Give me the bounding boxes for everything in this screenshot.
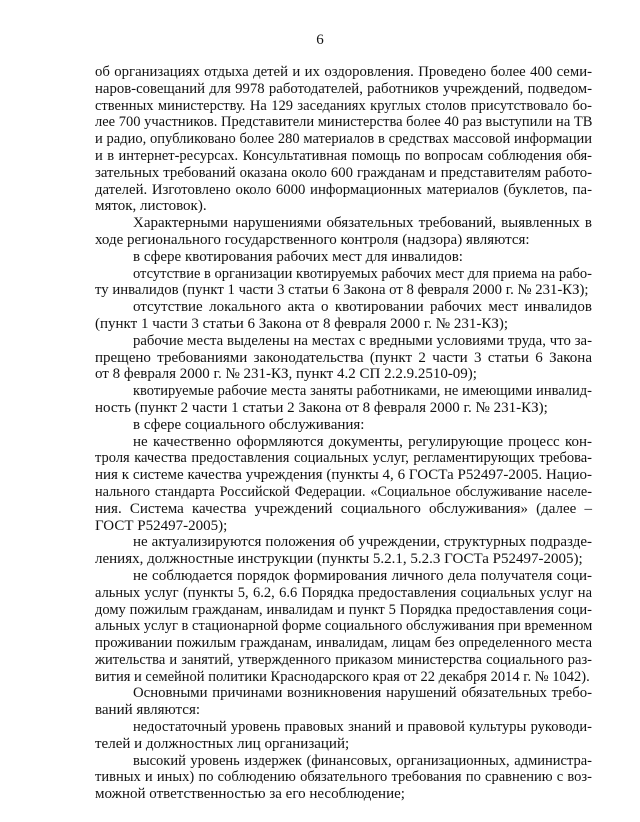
text-line: мяток, листовок).	[95, 198, 207, 215]
text-line: от 8 февраля 2000 г. № 231-КЗ, пункт 4.2 СП 2.2.9.2510-09);	[95, 366, 477, 383]
text-line: зательных требований оказана около 600 гражданам и представителям работо-	[95, 164, 592, 181]
text-line: можной ответственностью за его несоблюдение;	[95, 786, 405, 803]
page-number: 6	[316, 32, 324, 48]
text-line: лениях, должностные инструкции (пункты 5.2.1, 5.2.3 ГОСТа Р52497-2005);	[95, 551, 583, 568]
text-line: Характерными нарушениями обязательных требований, выявленных в	[133, 215, 592, 232]
text-line: прещено требованиями законодательства (пункт 2 части 3 статьи 6 Закона	[95, 349, 592, 366]
text-line: нального стандарта Российской Федерации. «Социальное обслуживание населе-	[95, 483, 592, 500]
text-line: телей и должностных лиц организаций;	[95, 735, 350, 752]
text-line: альных услуг в стационарной форме социального обслуживания при временном	[95, 618, 593, 635]
text-line: в сфере социального обслуживания:	[133, 416, 365, 433]
body-text	[95, 64, 592, 803]
text-line: жительства и занятий, утвержденного приказом министерства социального раз-	[95, 651, 592, 668]
text-line: альных услуг (пункты 5, 6.2, 6.6 Порядка предоставления социальных услуг на	[95, 584, 592, 601]
text-line: в сфере квотирования рабочих мест для инвалидов:	[133, 248, 463, 265]
text-line: наров-совещаний для 9978 работодателей, работников учреждений, подведом-	[95, 80, 592, 97]
text-line: квотируемые рабочие места заняты работниками, не имеющими инвалид-	[133, 383, 592, 400]
text-line: ГОСТ Р52497-2005);	[95, 517, 228, 534]
text-line: не соблюдается порядок формирования личного дела получателя соци-	[133, 567, 592, 584]
text-line: недостаточный уровень правовых знаний и правовой культуры руководи-	[133, 719, 592, 736]
text-line: дателей. Изготовлено около 6000 информационных материалов (буклетов, па-	[95, 181, 592, 198]
text-line: рабочие места выделены на местах с вредными условиями труда, что за-	[133, 332, 592, 349]
text-line: не актуализируются положения об учреждении, структурных подразде-	[133, 534, 592, 551]
text-line: ту инвалидов (пункт 1 части 3 статьи 6 Закона от 8 февраля 2000 г. № 231-КЗ);	[95, 282, 589, 299]
text-line: Основными причинами возникновения нарушений обязательных требо-	[133, 685, 592, 702]
text-line: троля качества предоставления социальных услуг, регламентирующих требова-	[95, 450, 592, 467]
text-line: отсутствие в организации квотируемых рабочих мест для приема на рабо-	[133, 265, 592, 282]
text-line: (пункт 1 части 3 статьи 6 Закона от 8 февраля 2000 г. № 231-КЗ);	[95, 315, 509, 332]
text-line: и в интернет-ресурсах. Консультативная помощь по вопросам соблюдения обя-	[95, 147, 592, 164]
text-line: не качественно оформляются документы, регулирующие процесс кон-	[133, 433, 592, 450]
text-line: об организациях отдыха детей и их оздоровления. Проведено более 400 семи-	[95, 64, 592, 80]
text-line: высокий уровень издержек (финансовых, организационных, администра-	[133, 752, 592, 769]
text-line: проживании пожилым гражданам, инвалидам, лицам без определенного места	[95, 635, 592, 652]
text-line: вития и семейной политики Краснодарского края от 22 декабря 2014 г. № 1042).	[95, 668, 590, 685]
text-line: ственных министерству. На 129 заседаниях круглых столов присутствовало бо-	[95, 97, 592, 114]
text-line: ваний являются:	[95, 702, 201, 719]
text-line: дому пожилым гражданам, инвалидам и пункт 5 Порядка предоставления соци-	[95, 601, 592, 618]
text-line: ность (пункт 2 части 1 статьи 2 Закона от 8 февраля 2000 г. № 231-КЗ);	[95, 399, 548, 416]
text-line: отсутствие локального акта о квотировании рабочих мест инвалидов	[133, 299, 592, 316]
text-line: ходе регионального государственного контроля (надзора) являются:	[95, 231, 530, 248]
text-line: ния. Система качества учреждений социального обслуживания» (далее –	[95, 500, 592, 517]
text-line: и радио, опубликовано более 280 материалов в средствах массовой информации	[95, 131, 592, 148]
text-line: тивных и иных) по соблюдению обязательного требования по сравнению с воз-	[95, 769, 592, 786]
text-line: ния к системе качества учреждения (пункты 4, 6 ГОСТа Р52497-2005. Нацио-	[95, 467, 592, 484]
text-line: лее 700 участников. Представители министерства более 40 раз выступили на ТВ	[95, 114, 593, 131]
